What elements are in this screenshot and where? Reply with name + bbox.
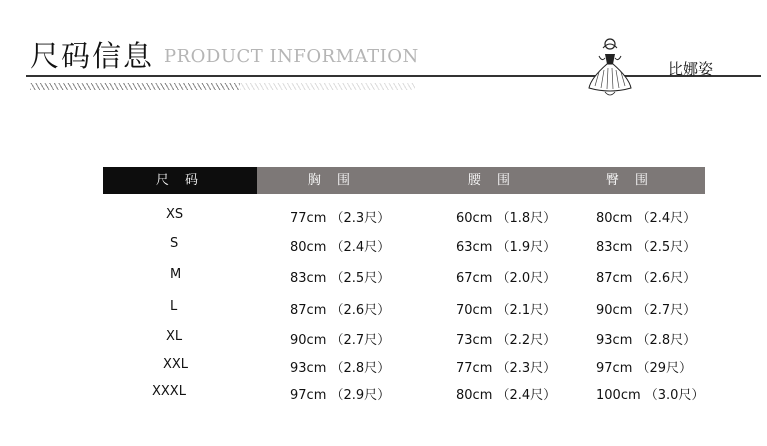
size-cell: XXL: [163, 357, 189, 372]
waist-cell: 77cm （2.3尺）: [456, 361, 557, 376]
waist-cell: 70cm （2.1尺）: [456, 303, 557, 318]
size-cell: XXXL: [152, 384, 186, 399]
hip-cell: 80cm （2.4尺）: [596, 211, 697, 226]
chest-cell: 97cm （2.9尺）: [290, 388, 391, 403]
hip-cell: 83cm （2.5尺）: [596, 240, 697, 255]
size-cell: XL: [166, 329, 183, 344]
chest-cell: 90cm （2.7尺）: [290, 333, 391, 348]
page-title-cn: 尺码信息: [30, 39, 155, 73]
dress-logo-icon: [585, 36, 635, 98]
chest-cell: 83cm （2.5尺）: [290, 271, 391, 286]
table-header-waist: 腰 围: [467, 173, 517, 188]
hip-cell: 97cm （29尺）: [596, 361, 693, 376]
table-header-chest: 胸 围: [307, 173, 357, 188]
header-divider: [26, 75, 761, 77]
hatch-decoration-faded: [240, 83, 415, 90]
chest-cell: 77cm （2.3尺）: [290, 211, 391, 226]
chest-cell: 80cm （2.4尺）: [290, 240, 391, 255]
waist-cell: 73cm （2.2尺）: [456, 333, 557, 348]
page-title-en: PRODUCT INFORMATION: [164, 46, 419, 67]
size-cell: M: [170, 267, 182, 282]
hip-cell: 90cm （2.7尺）: [596, 303, 697, 318]
size-cell: S: [170, 236, 179, 251]
chest-cell: 93cm （2.8尺）: [290, 361, 391, 376]
waist-cell: 80cm （2.4尺）: [456, 388, 557, 403]
hatch-decoration: [30, 83, 240, 90]
waist-cell: 67cm （2.0尺）: [456, 271, 557, 286]
hip-cell: 100cm （3.0尺）: [596, 388, 705, 403]
brand-name: 比娜姿: [668, 60, 714, 78]
size-cell: L: [170, 299, 178, 314]
hip-cell: 87cm （2.6尺）: [596, 271, 697, 286]
size-cell: XS: [166, 207, 184, 222]
waist-cell: 63cm （1.9尺）: [456, 240, 557, 255]
table-header-hip: 臀 围: [605, 173, 655, 188]
hip-cell: 93cm （2.8尺）: [596, 333, 697, 348]
table-header-size: 尺 码: [103, 167, 257, 194]
chest-cell: 87cm （2.6尺）: [290, 303, 391, 318]
waist-cell: 60cm （1.8尺）: [456, 211, 557, 226]
